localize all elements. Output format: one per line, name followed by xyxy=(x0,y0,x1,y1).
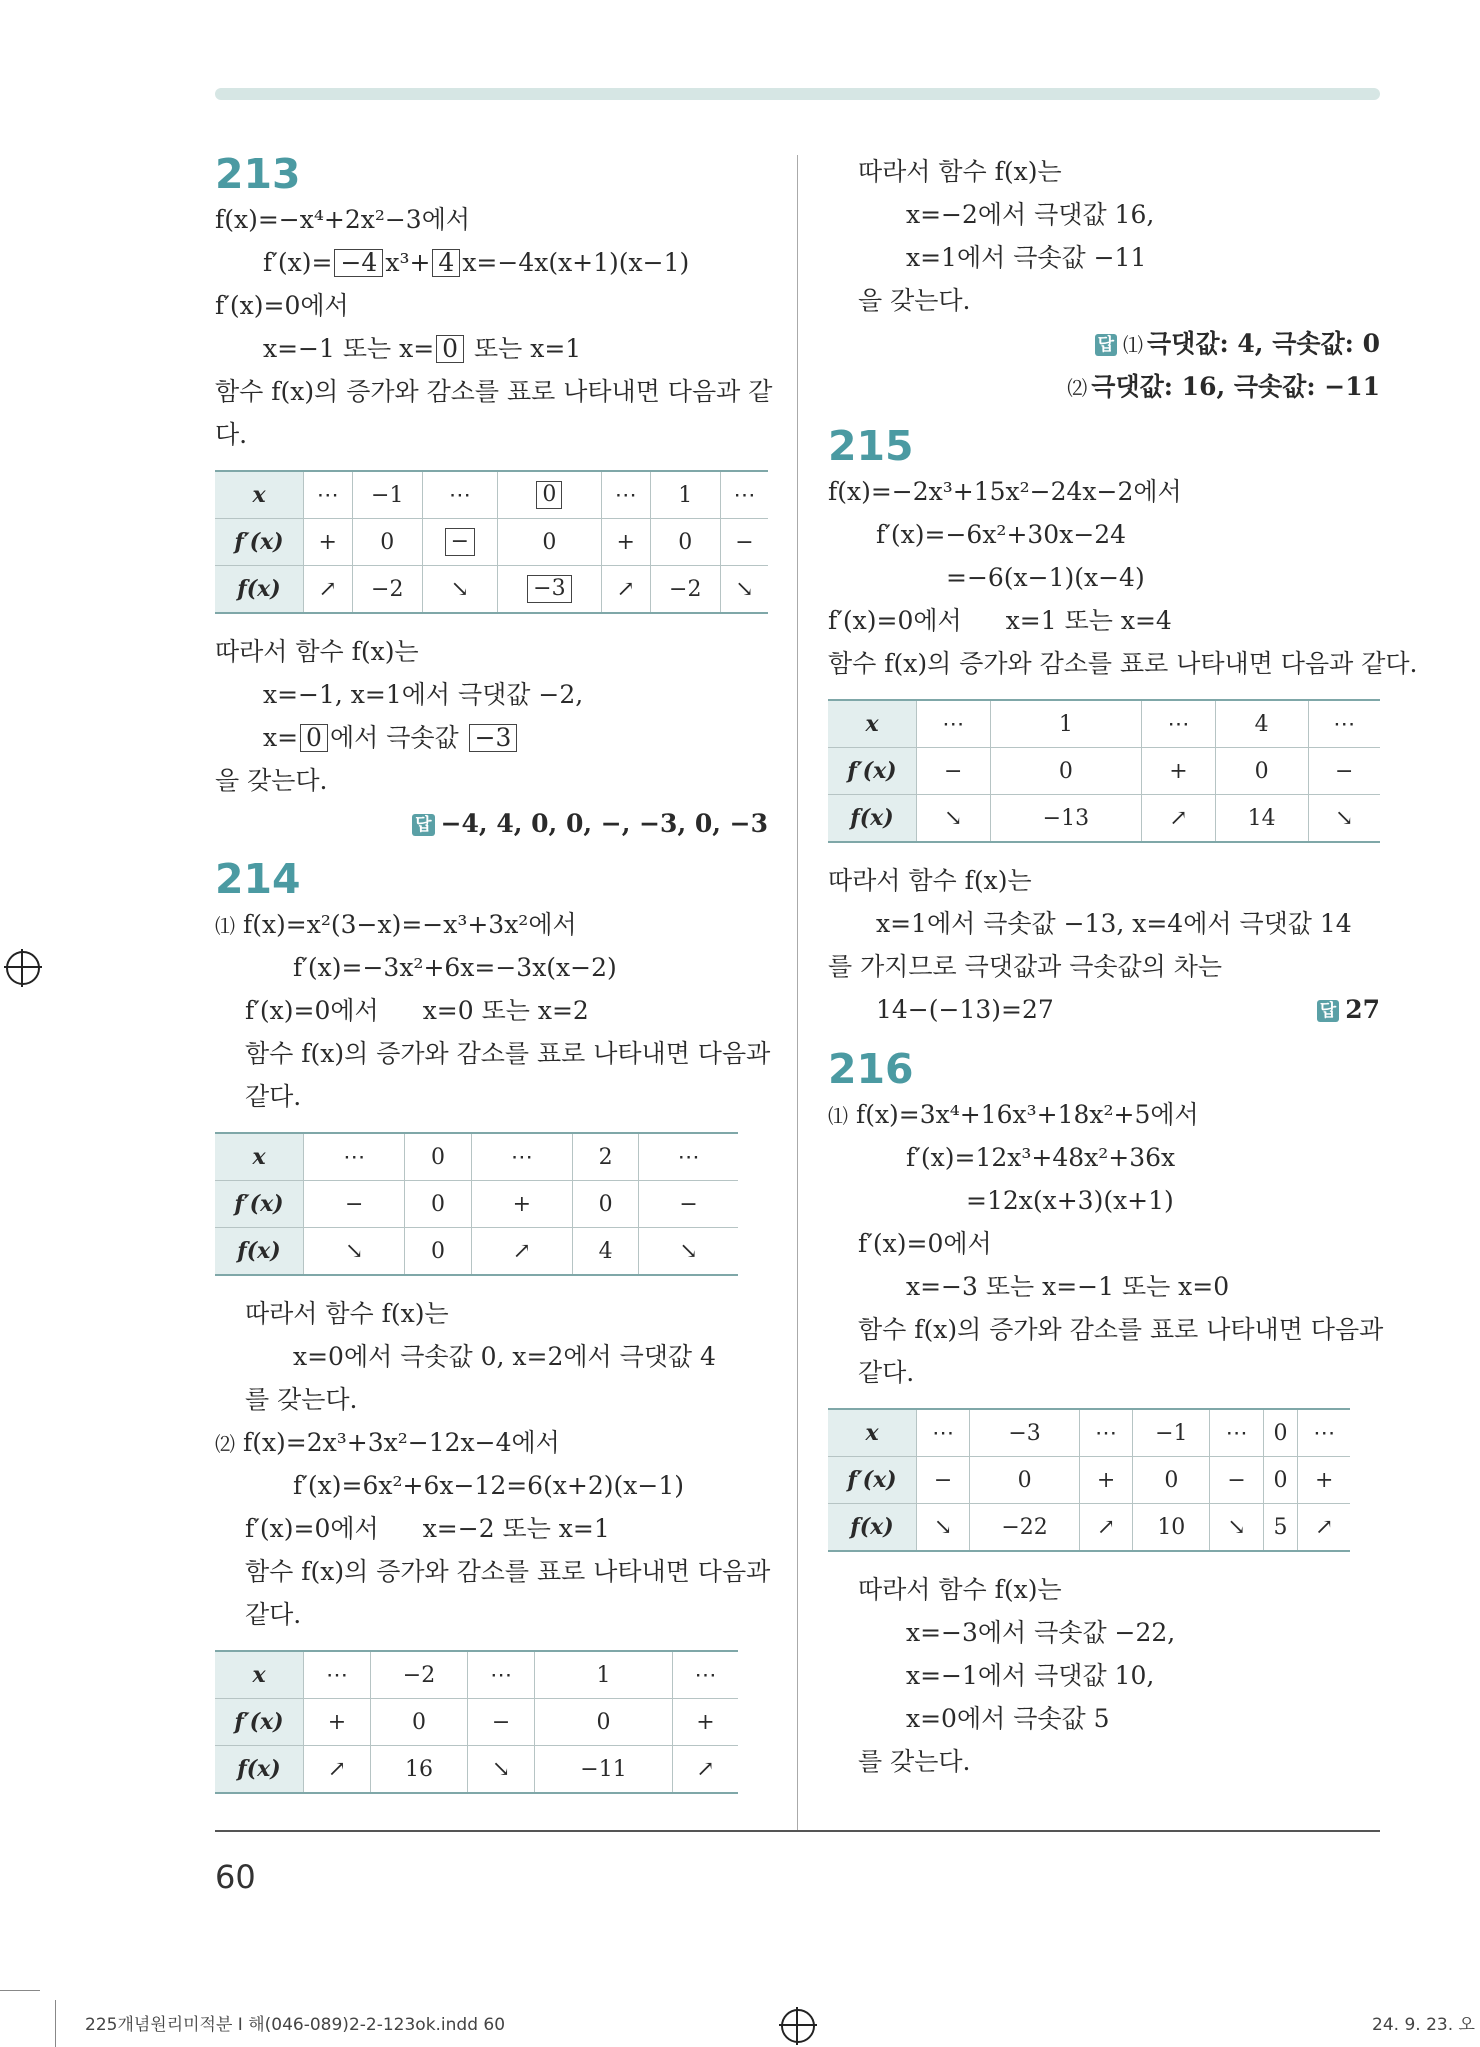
registration-mark-icon xyxy=(6,951,40,985)
table-cell: ↘ xyxy=(468,1746,535,1794)
p213-line1: f(x)=−x⁴+2x²−3에서 xyxy=(215,205,471,234)
p216-variation-table xyxy=(828,1408,1350,1552)
p213-line3: f′(x)=0에서 xyxy=(215,291,349,320)
table-cell: ↘ xyxy=(639,1228,738,1276)
table-cell: ↘ xyxy=(917,1504,970,1552)
table-cell: −1 xyxy=(352,471,423,519)
table-cell: 0 xyxy=(1133,1457,1210,1504)
table-cell: − xyxy=(917,1457,970,1504)
table-cell: −1 xyxy=(1133,1409,1210,1457)
table-cell: −22 xyxy=(970,1504,1080,1552)
p213-text3: x= 0 에서 극솟값 −3 xyxy=(215,716,768,759)
table-cell: ⋯ xyxy=(721,471,768,519)
p215-text2: x=1에서 극솟값 −13, x=4에서 극댓값 14 xyxy=(876,909,1352,938)
p214-a-line7: x=0에서 극솟값 0, x=2에서 극댓값 4 xyxy=(293,1342,716,1371)
table-cell: − xyxy=(721,519,768,566)
table-cell: 14 xyxy=(1215,795,1308,843)
p216-text3: x=−1에서 극댓값 10, xyxy=(906,1661,1155,1690)
p216-text1: 따라서 함수 f(x)는 xyxy=(858,1575,1062,1604)
p213-variation-table xyxy=(215,470,768,614)
p215-text1: 따라서 함수 f(x)는 xyxy=(828,866,1032,895)
table-cell: ⋯ xyxy=(673,1651,738,1699)
table-cell: ⋯ xyxy=(602,471,651,519)
p213-text2: x=−1, x=1에서 극댓값 −2, xyxy=(263,680,584,709)
table-cell: 0 xyxy=(352,519,423,566)
table-cell: 1 xyxy=(535,1651,673,1699)
table-cell: 0 xyxy=(370,1699,467,1746)
table-cell: ⋯ xyxy=(468,1651,535,1699)
p216-text4: x=0에서 극솟값 5 xyxy=(906,1704,1110,1733)
answer-box: 0 xyxy=(300,724,328,752)
table-cell: ↘ xyxy=(1308,795,1380,843)
table-cell: ↘ xyxy=(917,795,991,843)
p216-line2: f′(x)=12x³+48x²+36x xyxy=(906,1143,1176,1172)
table-row-header: f(x) xyxy=(215,1746,304,1794)
table-cell: 0 xyxy=(1215,748,1308,795)
table-row xyxy=(828,795,1380,843)
table-cell: ⋯ xyxy=(304,1133,405,1181)
p213-answer: 답 −4, 4, 0, 0, −, −3, 0, −3 xyxy=(215,802,768,845)
table-cell: 10 xyxy=(1133,1504,1210,1552)
p214-b-line4: 함수 f(x)의 증가와 감소를 표로 나타내면 다음과 xyxy=(245,1557,771,1586)
p215-line3: =−6(x−1)(x−4) xyxy=(946,563,1145,592)
table-cell: 0 xyxy=(497,519,601,566)
table-cell: ↗ xyxy=(304,566,353,614)
table-row xyxy=(215,1181,738,1228)
table-cell: ↘ xyxy=(423,566,498,614)
p213-line2: f′(x)= −4 x³+ 4 x=−4x(x+1)(x−1) xyxy=(263,248,690,277)
table-cell: 4 xyxy=(573,1228,639,1276)
p214-a-line6: 따라서 함수 f(x)는 xyxy=(245,1299,449,1328)
p215-text4: 14−(−13)=27 답 27 xyxy=(828,988,1380,1031)
page-number: 60 xyxy=(215,1858,256,1896)
table-row-header: f′(x) xyxy=(215,519,304,566)
table-row xyxy=(215,519,768,566)
problem-214-number: 214 xyxy=(215,855,301,903)
table-row-header: f(x) xyxy=(828,1504,917,1552)
table-cell: 0 xyxy=(650,519,721,566)
table-row xyxy=(828,1457,1350,1504)
table-cell: ↗ xyxy=(602,566,651,614)
table-row-header: x xyxy=(215,1651,304,1699)
table-row-header: x xyxy=(215,1133,304,1181)
table-cell: ↗ xyxy=(1142,795,1216,843)
table-cell: + xyxy=(304,1699,371,1746)
table-cell: ⋯ xyxy=(304,471,353,519)
table-row-header: f′(x) xyxy=(828,1457,917,1504)
p213-line6: 다. xyxy=(215,420,248,449)
table-cell: ⋯ xyxy=(1210,1409,1263,1457)
p216-line1: ⑴ f(x)=3x⁴+16x³+18x²+5에서 xyxy=(828,1100,1199,1129)
answer-tag: 답 xyxy=(412,814,434,836)
p213-line4: x=−1 또는 x= 0 또는 x=1 xyxy=(263,334,582,363)
table-cell: −2 xyxy=(370,1651,467,1699)
table-cell: 16 xyxy=(370,1746,467,1794)
column-divider xyxy=(797,155,798,1830)
answer-box: −3 xyxy=(469,724,518,752)
table-cell: ⋯ xyxy=(471,1133,572,1181)
p216-line4: f′(x)=0에서 xyxy=(858,1229,992,1258)
table-cell: + xyxy=(1079,1457,1132,1504)
table-cell: 0 xyxy=(1263,1409,1298,1457)
table-cell: 0 xyxy=(405,1228,471,1276)
answer-box: −4 xyxy=(334,249,383,277)
table-row-header: x xyxy=(828,1409,917,1457)
p213-text4: 을 갖는다. xyxy=(215,766,328,795)
answer-box: − xyxy=(445,528,475,556)
table-cell xyxy=(423,519,498,566)
table-row-header: x xyxy=(215,471,304,519)
footer-file-info: 225개념원리미적분 Ⅰ 해(046-089)2-2-123ok.indd 60 xyxy=(85,2015,506,2035)
table-cell: 2 xyxy=(573,1133,639,1181)
table-cell: ⋯ xyxy=(639,1133,738,1181)
table-row-header: x xyxy=(828,700,917,748)
p214-b-variation-table xyxy=(215,1650,738,1794)
problem-213-number: 213 xyxy=(215,150,301,198)
crop-mark xyxy=(55,2000,56,2047)
table-row xyxy=(828,1409,1350,1457)
table-row-header: f(x) xyxy=(215,566,304,614)
table-row xyxy=(828,700,1380,748)
p216-text5: 를 갖는다. xyxy=(858,1747,971,1776)
table-cell: + xyxy=(1298,1457,1350,1504)
table-cell: 4 xyxy=(1215,700,1308,748)
p215-line4: f′(x)=0에서 x=1 또는 x=4 xyxy=(828,606,1172,635)
left-column xyxy=(215,150,773,1810)
p215-variation-table xyxy=(828,699,1380,843)
table-row xyxy=(215,1746,738,1794)
p213-text1: 따라서 함수 f(x)는 xyxy=(215,637,419,666)
table-cell: ⋯ xyxy=(1298,1409,1350,1457)
table-cell: + xyxy=(673,1699,738,1746)
table-cell: − xyxy=(1210,1457,1263,1504)
p216-line7: 같다. xyxy=(858,1358,915,1387)
p214-a-variation-table xyxy=(215,1132,738,1276)
problem-215-number: 215 xyxy=(828,422,914,470)
p215-line2: f′(x)=−6x²+30x−24 xyxy=(876,520,1127,549)
answer-box: 0 xyxy=(536,481,562,509)
answer-box: 4 xyxy=(432,249,460,277)
table-row xyxy=(215,1651,738,1699)
table-cell: 0 xyxy=(535,1699,673,1746)
table-cell: −11 xyxy=(535,1746,673,1794)
table-cell: ↗ xyxy=(471,1228,572,1276)
answer-tag: 답 xyxy=(1317,1000,1339,1022)
answer-box: 0 xyxy=(436,335,464,363)
table-cell: ↘ xyxy=(1210,1504,1263,1552)
p214-a-line5: 같다. xyxy=(245,1082,302,1111)
p215-line5: 함수 f(x)의 증가와 감소를 표로 나타내면 다음과 같다. xyxy=(828,649,1418,678)
table-cell: − xyxy=(468,1699,535,1746)
table-cell: + xyxy=(602,519,651,566)
table-cell: ⋯ xyxy=(1079,1409,1132,1457)
table-cell: 5 xyxy=(1263,1504,1298,1552)
table-row xyxy=(828,1504,1350,1552)
table-cell: + xyxy=(304,519,353,566)
table-cell: − xyxy=(1308,748,1380,795)
table-cell: ⋯ xyxy=(304,1651,371,1699)
table-cell: ↘ xyxy=(721,566,768,614)
answer-tag: 답 xyxy=(1095,334,1117,356)
table-cell: 0 xyxy=(573,1181,639,1228)
table-cell: ⋯ xyxy=(1142,700,1216,748)
table-cell: ⋯ xyxy=(917,1409,970,1457)
p215-answer: 답 27 xyxy=(1317,988,1380,1031)
table-cell: ⋯ xyxy=(917,700,991,748)
table-cell: ⋯ xyxy=(423,471,498,519)
table-cell: − xyxy=(304,1181,405,1228)
table-row-header: f′(x) xyxy=(215,1181,304,1228)
table-cell: − xyxy=(639,1181,738,1228)
table-cell: 0 xyxy=(990,748,1142,795)
table-cell: 0 xyxy=(405,1181,471,1228)
table-cell: − xyxy=(917,748,991,795)
table-cell: ↗ xyxy=(1079,1504,1132,1552)
table-cell: 0 xyxy=(1263,1457,1298,1504)
table-row-header: f′(x) xyxy=(215,1699,304,1746)
table-cell: −3 xyxy=(970,1409,1080,1457)
table-row xyxy=(215,471,768,519)
p216-line5: x=−3 또는 x=−1 또는 x=0 xyxy=(906,1272,1230,1301)
p213-line5: 함수 f(x)의 증가와 감소를 표로 나타내면 다음과 같 xyxy=(215,377,773,406)
p216-line6: 함수 f(x)의 증가와 감소를 표로 나타내면 다음과 xyxy=(858,1315,1384,1344)
table-cell: −13 xyxy=(990,795,1142,843)
table-cell xyxy=(497,566,601,614)
table-row-header: f(x) xyxy=(828,795,917,843)
p214-a-line3: f′(x)=0에서 x=0 또는 x=2 xyxy=(245,996,589,1025)
table-cell: ⋯ xyxy=(1308,700,1380,748)
p214-a-line4: 함수 f(x)의 증가와 감소를 표로 나타내면 다음과 xyxy=(245,1039,771,1068)
right-column xyxy=(828,150,1418,1783)
registration-mark-icon xyxy=(781,2009,815,2043)
table-row xyxy=(828,748,1380,795)
p214-c-line4: 을 갖는다. xyxy=(858,286,971,315)
table-cell: ↗ xyxy=(1298,1504,1350,1552)
table-cell: + xyxy=(471,1181,572,1228)
p214-b-line2: f′(x)=6x²+6x−12=6(x+2)(x−1) xyxy=(293,1471,684,1500)
p216-line3: =12x(x+3)(x+1) xyxy=(966,1186,1174,1215)
p215-line1: f(x)=−2x³+15x²−24x−2에서 xyxy=(828,477,1182,506)
answer-box: −3 xyxy=(527,575,571,603)
p214-a-line1: ⑴ f(x)=x²(3−x)=−x³+3x²에서 xyxy=(215,910,577,939)
p215-text3: 를 가지므로 극댓값과 극솟값의 차는 xyxy=(828,952,1223,981)
crop-mark xyxy=(0,1990,40,1991)
table-cell: 1 xyxy=(650,471,721,519)
p214-b-line3: f′(x)=0에서 x=−2 또는 x=1 xyxy=(245,1514,610,1543)
table-cell: 0 xyxy=(405,1133,471,1181)
table-cell: ↘ xyxy=(304,1228,405,1276)
p214-c-line1: 따라서 함수 f(x)는 xyxy=(858,157,1062,186)
p214-answer1: 답 ⑴ 극댓값: 4, 극솟값: 0 xyxy=(828,322,1380,365)
table-row xyxy=(215,1228,738,1276)
p214-answer2: ⑵ 극댓값: 16, 극솟값: −11 xyxy=(1067,372,1380,401)
table-cell: 0 xyxy=(970,1457,1080,1504)
p214-c-line2: x=−2에서 극댓값 16, xyxy=(906,200,1155,229)
footer-date: 24. 9. 23. 오 xyxy=(1372,2015,1475,2035)
bottom-rule xyxy=(215,1830,1380,1832)
table-row xyxy=(215,566,768,614)
p214-b-line1: ⑵ f(x)=2x³+3x²−12x−4에서 xyxy=(215,1428,560,1457)
p214-c-line3: x=1에서 극솟값 −11 xyxy=(906,243,1147,272)
table-cell: ↗ xyxy=(304,1746,371,1794)
p214-a-line2: f′(x)=−3x²+6x=−3x(x−2) xyxy=(293,953,617,982)
table-row xyxy=(215,1699,738,1746)
table-cell: −2 xyxy=(650,566,721,614)
table-cell: ↗ xyxy=(673,1746,738,1794)
table-row xyxy=(215,1133,738,1181)
p214-a-line8: 를 갖는다. xyxy=(245,1385,358,1414)
table-cell: −2 xyxy=(352,566,423,614)
table-cell xyxy=(497,471,601,519)
problem-216-number: 216 xyxy=(828,1045,914,1093)
p216-text2: x=−3에서 극솟값 −22, xyxy=(906,1618,1176,1647)
table-cell: + xyxy=(1142,748,1216,795)
table-cell: 1 xyxy=(990,700,1142,748)
p214-b-line5: 같다. xyxy=(245,1600,302,1629)
table-row-header: f′(x) xyxy=(828,748,917,795)
top-decorative-bar xyxy=(215,88,1380,100)
table-row-header: f(x) xyxy=(215,1228,304,1276)
